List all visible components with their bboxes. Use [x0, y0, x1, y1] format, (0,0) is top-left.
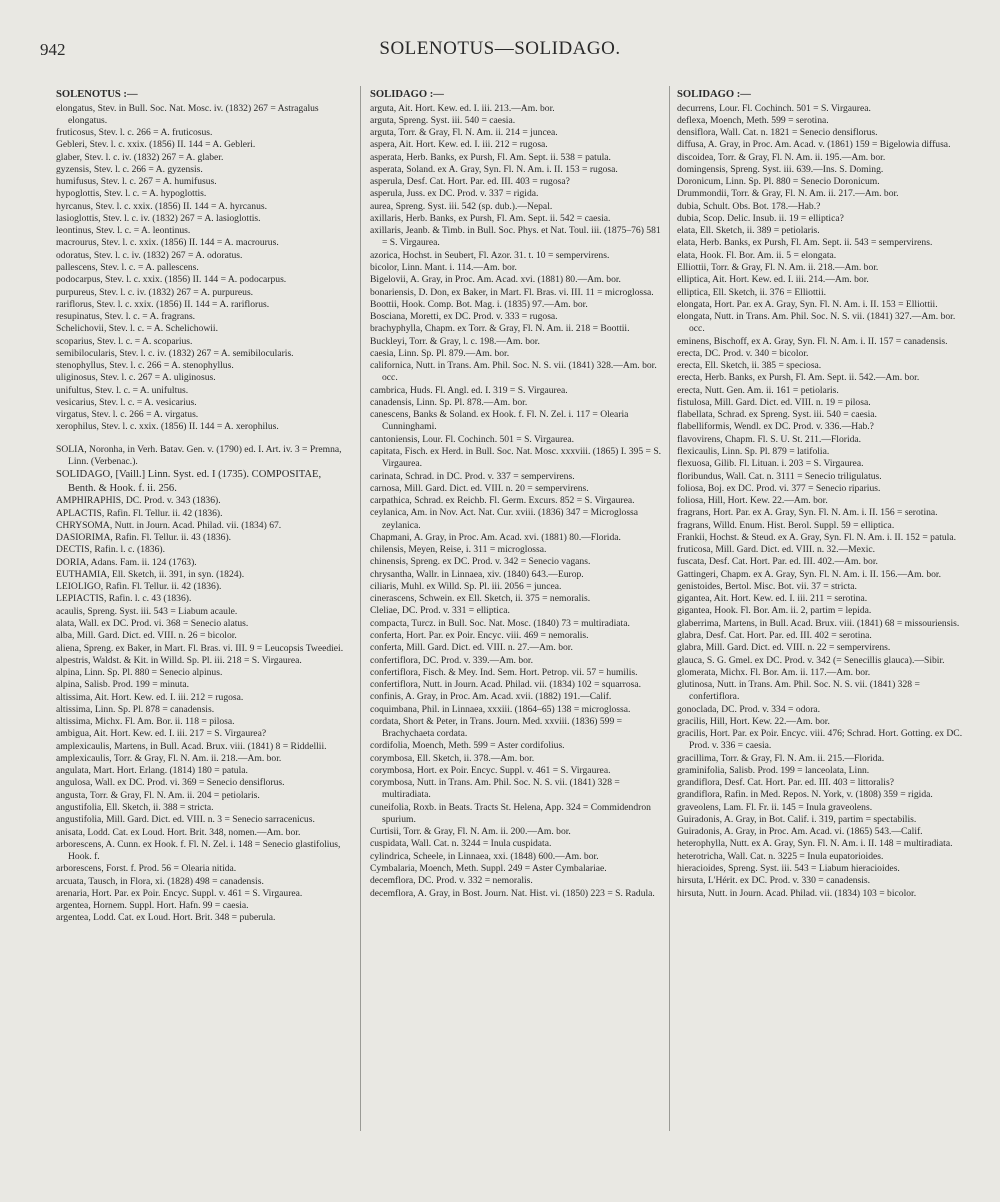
column-heading: SOLIDAGO :—	[677, 89, 751, 100]
dictionary-entry: floribundus, Wall. Cat. n. 3111 = Senecio triligulatus.	[677, 470, 882, 482]
dictionary-entry: hyrcanus, Stev. l. c. xxix. (1856) II. 144 = A. hyrcanus.	[56, 200, 268, 212]
dictionary-entry: elata, Herb. Banks, ex Pursh, Fl. Am. Sept. ii. 543 = sempervirens.	[677, 237, 933, 249]
dictionary-entry: erecta, Herb. Banks, ex Pursh, Fl. Am. Sept. ii. 542.—Am. bor.	[677, 372, 920, 384]
dictionary-entry: flabelliformis, Wendl. ex DC. Prod. v. 336.—Hab.?	[677, 421, 874, 433]
dictionary-entry: altissima, Michx. Fl. Am. Bor. ii. 118 = pilosa.	[56, 716, 235, 728]
dictionary-entry: odoratus, Stev. l. c. iv. (1832) 267 = A. odoratus.	[56, 249, 243, 261]
page-number: 942	[40, 40, 66, 59]
dictionary-entry: altissima, Linn. Sp. Pl. 878 = canadensis.	[56, 703, 215, 715]
dictionary-entry: hirsuta, Nutt. in Journ. Acad. Philad. vii. (1834) 103 = bicolor.	[677, 887, 917, 899]
dictionary-entry: Doronicum, Linn. Sp. Pl. 880 = Senecio Doronicum.	[677, 176, 880, 188]
dictionary-entry: dubia, Schult. Obs. Bot. 178.—Hab.?	[677, 200, 821, 212]
dictionary-entry: Drummondii, Torr. & Gray, Fl. N. Am. ii. 217.—Am. bor.	[677, 188, 899, 200]
dictionary-entry: EUTHAMIA, Ell. Sketch, ii. 391, in syn. (1824).	[56, 568, 245, 580]
dictionary-entry: Elliottii, Torr. & Gray, Fl. N. Am. ii. 218.—Am. bor.	[677, 262, 879, 273]
dictionary-entry: coquimbana, Phil. in Linnaea, xxxiii. (1864–65) 138 = microglossa.	[370, 703, 631, 715]
dictionary-entry: elata, Ell. Sketch, ii. 389 = petiolaris.	[677, 225, 820, 237]
dictionary-entry: alba, Mill. Gard. Dict. ed. VIII. n. 26 = bicolor.	[56, 630, 237, 642]
dictionary-entry: compacta, Turcz. in Bull. Soc. Nat. Mosc. (1840) 73 = multiradiata.	[370, 617, 630, 629]
dictionary-entry: capitata, Fisch. ex Herd. in Bull. Soc. Nat. Mosc. xxxviii. (1865) I. 395 = S. Virgaurea.	[370, 445, 662, 470]
dictionary-entry: arcuata, Tausch, in Flora, xi. (1828) 498 = canadensis.	[56, 875, 264, 887]
dictionary-entry: azorica, Hochst. in Seubert, Fl. Azor. 31. t. 10 = sempervirens.	[370, 249, 610, 261]
dictionary-entry: decemflora, DC. Prod. v. 332 = nemoralis.	[370, 875, 533, 887]
column-1	[56, 88, 348, 925]
dictionary-entry: rariflorus, Stev. l. c. xxix. (1856) II. 144 = A. rariflorus.	[56, 298, 270, 310]
dictionary-entry: caesia, Linn. Sp. Pl. 879.—Am. bor.	[370, 347, 510, 359]
dictionary-entry: decemflora, A. Gray, in Bost. Journ. Nat. Hist. vi. (1850) 223 = S. Radula.	[370, 887, 655, 899]
dictionary-entry: genistoides, Bertol. Misc. Bot. vii. 37 = stricta.	[677, 580, 857, 592]
dictionary-entry: lasioglottis, Stev. l. c. iv. (1832) 267 = A. lasioglottis.	[56, 212, 261, 224]
dictionary-entry: ambigua, Ait. Hort. Kew. ed. I. iii. 217 = S. Virgaurea?	[56, 728, 267, 740]
dictionary-entry: podocarpus, Stev. l. c. xxix. (1856) II. 144 = A. podocarpus.	[56, 274, 287, 286]
dictionary-entry: arborescens, A. Cunn. ex Hook. f. Fl. N. Zel. i. 148 = Senecio glastifolius, Hook. f.	[56, 838, 341, 863]
column-heading: SOLENOTUS :—	[56, 89, 138, 100]
dictionary-entry: corymbosa, Ell. Sketch, ii. 378.—Am. bor.	[370, 752, 535, 764]
dictionary-entry: elliptica, Ell. Sketch, ii. 376 = Elliottii.	[677, 286, 827, 298]
dictionary-entry: alpestris, Waldst. & Kit. in Willd. Sp. Pl. iii. 218 = S. Virgaurea.	[56, 654, 302, 666]
dictionary-entry: cuspidata, Wall. Cat. n. 3244 = Inula cuspidata.	[370, 838, 552, 850]
dictionary-entry: confinis, A. Gray, in Proc. Am. Acad. xvii. (1882) 191.—Calif.	[370, 691, 612, 703]
dictionary-entry: xerophilus, Stev. l. c. xxix. (1856) II. 144 = A. xerophilus.	[56, 421, 279, 433]
dictionary-entry: asperata, Soland. ex A. Gray, Syn. Fl. N. Am. i. II. 153 = rugosa.	[370, 163, 618, 175]
dictionary-entry: anisata, Lodd. Cat. ex Loud. Hort. Brit. 348, nomen.—Am. bor.	[56, 826, 301, 838]
dictionary-entry: ciliaris, Muhl. ex Willd. Sp. Pl. iii. 2056 = juncea.	[370, 580, 562, 592]
dictionary-entry: dubia, Scop. Delic. Insub. ii. 19 = elliptica?	[677, 212, 844, 224]
dictionary-entry: gonoclada, DC. Prod. v. 334 = odora.	[677, 703, 821, 715]
dictionary-entry: cambrica, Huds. Fl. Angl. ed. I. 319 = S. Virgaurea.	[370, 384, 568, 396]
dictionary-entry: cantoniensis, Lour. Fl. Cochinch. 501 = S. Virgaurea.	[370, 433, 575, 445]
dictionary-entry: glauca, S. G. Gmel. ex DC. Prod. v. 342 (= Senecillis glauca).—Sibir.	[677, 654, 945, 666]
dictionary-entry: canadensis, Linn. Sp. Pl. 878.—Am. bor.	[370, 396, 528, 408]
dictionary-entry: glaberrima, Martens, in Bull. Acad. Brux. viii. (1841) 68 = missouriensis.	[677, 617, 960, 629]
dictionary-entry: diffusa, A. Gray, in Proc. Am. Acad. v. (1861) 159 = Bigelowia diffusa.	[677, 139, 951, 151]
dictionary-entry: fistulosa, Mill. Gard. Dict. ed. VIII. n. 19 = pilosa.	[677, 396, 871, 408]
dictionary-entry: deflexa, Moench, Meth. 599 = serotina.	[677, 114, 829, 126]
dictionary-entry: gracillima, Torr. & Gray, Fl. N. Am. ii. 215.—Florida.	[677, 752, 885, 764]
solidago-genus-heading: SOLIDAGO, [Vaill.] Linn. Syst. ed. I (1735). COMPOSITAE, Benth. & Hook. f. ii. 256.	[56, 469, 322, 494]
dictionary-entry: graminifolia, Salisb. Prod. 199 = lanceolata, Linn.	[677, 764, 870, 776]
dictionary-entry: ceylanica, Am. in Nov. Act. Nat. Cur. xviii. (1836) 347 = Microglossa zeylanica.	[370, 507, 639, 531]
dictionary-entry: Guiradonis, A. Gray, in Proc. Am. Acad. vi. (1865) 543.—Calif.	[677, 826, 923, 838]
dictionary-entry: hieracioides, Spreng. Syst. iii. 543 = Liabum hieracioides.	[677, 863, 900, 875]
dictionary-entry: flabellata, Schrad. ex Spreng. Syst. iii. 540 = caesia.	[677, 409, 877, 421]
dictionary-entry: glabra, Mill. Gard. Dict. ed. VIII. n. 22 = sempervirens.	[677, 642, 891, 654]
dictionary-entry: densiflora, Wall. Cat. n. 1821 = Senecio densiflorus.	[677, 127, 878, 139]
dictionary-entry: pallescens, Stev. l. c. = A. pallescens.	[56, 262, 199, 273]
dictionary-entry: angustifolia, Mill. Gard. Dict. ed. VIII. n. 3 = Senecio sarracenicus.	[56, 814, 315, 826]
dictionary-entry: aliena, Spreng. ex Baker, in Mart. Fl. Bras. vi. III. 9 = Leucopsis Tweediei.	[56, 642, 344, 654]
dictionary-entry: gracilis, Hort. Par. ex Poir. Encyc. viii. 476; Schrad. Hort. Gotting. ex DC. Prod. v. 336 = caesia.	[677, 728, 963, 752]
dictionary-entry: Gebleri, Stev. l. c. xxix. (1856) II. 144 = A. Gebleri.	[56, 139, 256, 151]
dictionary-entry: aurea, Spreng. Syst. iii. 542 (sp. dub.).—Nepal.	[370, 200, 553, 212]
dictionary-entry: discoidea, Torr. & Gray, Fl. N. Am. ii. 195.—Am. bor.	[677, 151, 886, 163]
dictionary-entry: foliosa, Hill, Hort. Kew. 22.—Am. bor.	[677, 495, 828, 507]
dictionary-entry: Chapmani, A. Gray, in Proc. Am. Acad. xvi. (1881) 80.—Florida.	[370, 531, 621, 543]
dictionary-entry: DORIA, Adans. Fam. ii. 124 (1763).	[56, 556, 197, 568]
dictionary-entry: gyzensis, Stev. l. c. 266 = A. gyzensis.	[56, 163, 203, 175]
dictionary-entry: chinensis, Spreng. ex DC. Prod. v. 342 = Senecio vagans.	[370, 556, 591, 568]
dictionary-entry: corymbosa, Nutt. in Trans. Am. Phil. Soc. N. S. vii. (1841) 328 = multiradiata.	[370, 777, 620, 801]
dictionary-entry: angustifolia, Ell. Sketch, ii. 388 = stricta.	[56, 801, 214, 813]
solia-entry: SOLIA, Noronha, in Verh. Batav. Gen. v. (1790) ed. I. Art. iv. 3 = Premna, Linn. (Verbenac.).	[56, 443, 342, 467]
column-rule	[360, 86, 361, 1131]
dictionary-entry: heterotricha, Wall. Cat. n. 3225 = Inula eupatorioides.	[677, 850, 884, 862]
dictionary-entry: erecta, Ell. Sketch, ii. 385 = speciosa.	[677, 360, 822, 372]
dictionary-entry: DECTIS, Rafin. l. c. (1836).	[56, 544, 165, 556]
solidago-entries	[370, 103, 665, 900]
dictionary-entry: axillaris, Herb. Banks, ex Pursh, Fl. Am. Sept. ii. 542 = caesia.	[370, 212, 611, 224]
dictionary-entry: Gattingeri, Chapm. ex A. Gray, Syn. Fl. N. Am. i. II. 156.—Am. bor.	[677, 568, 941, 580]
column-rule	[669, 86, 670, 1131]
dictionary-entry: cordata, Short & Peter, in Trans. Journ. Med. xxviii. (1836) 599 = Brachychaeta cordata.	[370, 715, 623, 740]
dictionary-entry: canescens, Banks & Soland. ex Hook. f. Fl. N. Zel. i. 117 = Olearia Cunninghami.	[370, 409, 629, 433]
dictionary-entry: elliptica, Ait. Hort. Kew. ed. I. iii. 214.—Am. bor.	[677, 274, 869, 286]
dictionary-entry: cordifolia, Moench, Meth. 599 = Aster cordifolius.	[370, 740, 565, 752]
dictionary-entry: glutinosa, Nutt. in Trans. Am. Phil. Soc. N. S. vii. (1841) 328 = confertiflora.	[677, 679, 920, 703]
dictionary-entry: AMPHIRAPHIS, DC. Prod. v. 343 (1836).	[56, 495, 221, 507]
dictionary-entry: gigantea, Hook. Fl. Bor. Am. ii. 2, partim = lepida.	[677, 605, 872, 617]
dictionary-entry: Bigelovii, A. Gray, in Proc. Am. Acad. xvi. (1881) 80.—Am. bor.	[370, 274, 621, 286]
dictionary-entry: conferta, Mill. Gard. Dict. ed. VIII. n. 27.—Am. bor.	[370, 642, 573, 654]
dictionary-entry: gracilis, Hill, Hort. Kew. 22.—Am. bor.	[677, 715, 830, 727]
dictionary-entry: hirsuta, L'Hérit. ex DC. Prod. v. 330 = canadensis.	[677, 875, 871, 887]
dictionary-entry: carinata, Schrad. in DC. Prod. v. 337 = sempervirens.	[370, 470, 575, 482]
dictionary-entry: flavovirens, Chapm. Fl. S. U. St. 211.—Florida.	[677, 433, 862, 445]
dictionary-entry: glaber, Stev. l. c. iv. (1832) 267 = A. glaber.	[56, 151, 224, 163]
dictionary-entry: decurrens, Lour. Fl. Cochinch. 501 = S. Virgaurea.	[677, 102, 871, 114]
dictionary-entry: elongata, Nutt. in Trans. Am. Phil. Soc. N. S. vii. (1841) 327.—Am. bor. occ.	[677, 311, 956, 335]
dictionary-entry: Cymbalaria, Moench, Meth. Suppl. 249 = Aster Cymbalariae.	[370, 863, 607, 875]
dictionary-entry: grandiflora, Rafin. in Med. Repos. N. York, v. (1808) 359 = rigida.	[677, 789, 933, 801]
dictionary-entry: purpureus, Stev. l. c. iv. (1832) 267 = A. purpureus.	[56, 286, 254, 298]
dictionary-entry: cinerascens, Schwein. ex Ell. Sketch, ii. 375 = nemoralis.	[370, 593, 591, 605]
column-2	[370, 88, 665, 900]
dictionary-entry: humifusus, Stev. l. c. 267 = A. humifusus.	[56, 176, 217, 188]
dictionary-entry: glomerata, Michx. Fl. Bor. Am. ii. 117.—Am. bor.	[677, 666, 871, 678]
dictionary-entry: macrourus, Stev. l. c. xxix. (1856) II. 144 = A. macrourus.	[56, 237, 279, 249]
dictionary-entry: brachyphylla, Chapm. ex Torr. & Gray, Fl. N. Am. ii. 218 = Boottii.	[370, 323, 630, 335]
dictionary-entry: vesicarius, Stev. l. c. = A. vesicarius.	[56, 396, 197, 408]
dictionary-entry: argentea, Lodd. Cat. ex Loud. Hort. Brit. 348 = puberula.	[56, 912, 276, 924]
dictionary-entry: carpathica, Schrad. ex Reichb. Fl. Germ. Excurs. 852 = S. Virgaurea.	[370, 495, 635, 507]
dictionary-entry: confertiflora, DC. Prod. v. 339.—Am. bor.	[370, 654, 533, 666]
dictionary-entry: corymbosa, Hort. ex Poir. Encyc. Suppl. v. 461 = S. Virgaurea.	[370, 764, 611, 776]
dictionary-entry: arborescens, Forst. f. Prod. 56 = Olearia nitida.	[56, 863, 237, 875]
dictionary-entry: erecta, DC. Prod. v. 340 = bicolor.	[677, 347, 809, 359]
dictionary-entry: Frankii, Hochst. & Steud. ex A. Gray, Syn. Fl. N. Am. i. II. 152 = patula.	[677, 531, 956, 543]
dictionary-entry: alpina, Salisb. Prod. 199 = minuta.	[56, 679, 190, 691]
dictionary-entry: asperula, Desf. Cat. Hort. Par. ed. III. 403 = rugosa?	[370, 176, 570, 188]
dictionary-entry: grandiflora, Desf. Cat. Hort. Par. ed. III. 403 = littoralis?	[677, 777, 894, 789]
dictionary-entry: arenaria, Hort. Par. ex Poir. Encyc. Suppl. v. 461 = S. Virgaurea.	[56, 887, 303, 899]
dictionary-entry: fruticosa, Mill. Gard. Dict. ed. VIII. n. 32.—Mexic.	[677, 544, 876, 556]
dictionary-entry: arguta, Torr. & Gray, Fl. N. Am. ii. 214 = juncea.	[370, 127, 558, 139]
dictionary-entry: altissima, Ait. Hort. Kew. ed. I. iii. 212 = rugosa.	[56, 691, 244, 703]
dictionary-entry: graveolens, Lam. Fl. Fr. ii. 145 = Inula graveolens.	[677, 801, 873, 813]
dictionary-entry: arguta, Spreng. Syst. iii. 540 = caesia.	[370, 114, 516, 126]
solidago-entries	[677, 103, 969, 900]
dictionary-entry: bonariensis, D. Don, ex Baker, in Mart. Fl. Bras. vi. III. 11 = microglossa.	[370, 286, 654, 298]
dictionary-entry: CHRYSOMA, Nutt. in Journ. Acad. Philad. vii. (1834) 67.	[56, 519, 282, 531]
dictionary-entry: amplexicaulis, Martens, in Bull. Acad. Brux. viii. (1841) 8 = Riddellii.	[56, 740, 327, 752]
dictionary-entry: alata, Wall. ex DC. Prod. vi. 368 = Senecio alatus.	[56, 618, 249, 629]
dictionary-entry: scoparius, Stev. l. c. = A. scoparius.	[56, 335, 193, 347]
column-heading: SOLIDAGO :—	[370, 89, 444, 100]
dictionary-entry: unifultus, Stev. l. c. = A. unifultus.	[56, 384, 189, 396]
dictionary-entry: DASIORIMA, Rafin. Fl. Tellur. ii. 43 (1836).	[56, 532, 232, 544]
dictionary-entry: virgatus, Stev. l. c. 266 = A. virgatus.	[56, 409, 199, 421]
dictionary-entry: uliginosus, Stev. l. c. 267 = A. uliginosus.	[56, 372, 216, 384]
dictionary-entry: amplexicaulis, Torr. & Gray, Fl. N. Am. ii. 218.—Am. bor.	[56, 752, 282, 764]
dictionary-entry: eminens, Bischoff, ex A. Gray, Syn. Fl. N. Am. i. II. 157 = canadensis.	[677, 335, 948, 347]
dictionary-entry: semibilocularis, Stev. l. c. iv. (1832) 267 = A. semibilocularis.	[56, 347, 294, 359]
dictionary-entry: axillaris, Jeanb. & Timb. in Bull. Soc. Phys. et Nat. Toul. iii. (1875–76) 581 = S. Virgaurea.	[370, 225, 661, 249]
dictionary-entry: Buckleyi, Torr. & Gray, l. c. 198.—Am. bor.	[370, 335, 540, 347]
dictionary-entry: hypoglottis, Stev. l. c. = A. hypoglottis.	[56, 188, 207, 200]
dictionary-entry: arguta, Ait. Hort. Kew. ed. I. iii. 213.—Am. bor.	[370, 102, 555, 114]
dictionary-entry: Boottii, Hook. Comp. Bot. Mag. i. (1835) 97.—Am. bor.	[370, 298, 588, 310]
dictionary-entry: conferta, Hort. Par. ex Poir. Encyc. viii. 469 = nemoralis.	[370, 629, 589, 641]
running-head: SOLENOTUS—SOLIDAGO.	[379, 38, 621, 59]
dictionary-entry: fragrans, Hort. Par. ex A. Gray, Syn. Fl. N. Am. i. II. 156 = serotina.	[677, 507, 938, 519]
dictionary-entry: heterophylla, Nutt. ex A. Gray, Syn. Fl. N. Am. i. II. 148 = multiradiata.	[677, 838, 953, 850]
dictionary-entry: asperula, Juss. ex DC. Prod. v. 337 = rigida.	[370, 188, 539, 200]
dictionary-entry: asperata, Herb. Banks, ex Pursh, Fl. Am. Sept. ii. 538 = patula.	[370, 151, 611, 163]
dictionary-entry: angulata, Mart. Hort. Erlang. (1814) 180 = patula.	[56, 765, 248, 777]
dictionary-entry: resupinatus, Stev. l. c. = A. fragrans.	[56, 311, 196, 323]
dictionary-entry: Guiradonis, A. Gray, in Bot. Calif. i. 319, partim = spectabilis.	[677, 813, 917, 825]
dictionary-entry: alpina, Linn. Sp. Pl. 880 = Senecio alpinus.	[56, 667, 223, 679]
dictionary-entry: flexicaulis, Linn. Sp. Pl. 879 = latifolia.	[677, 445, 830, 457]
dictionary-entry: aspera, Ait. Hort. Kew. ed. I. iii. 212 = rugosa.	[370, 139, 548, 151]
dictionary-entry: angusta, Torr. & Gray, Fl. N. Am. ii. 204 = petiolaris.	[56, 789, 260, 801]
dictionary-entry: APLACTIS, Rafin. Fl. Tellur. ii. 42 (1836).	[56, 507, 223, 519]
dictionary-entry: Bosciana, Moretti, ex DC. Prod. v. 333 = rugosa.	[370, 311, 558, 323]
dictionary-entry: acaulis, Spreng. Syst. iii. 543 = Liabum acaule.	[56, 605, 238, 617]
dictionary-entry: Curtisii, Torr. & Gray, Fl. N. Am. ii. 200.—Am. bor.	[370, 826, 571, 838]
dictionary-entry: domingensis, Spreng. Syst. iii. 639.—Ins. S. Doming.	[677, 163, 884, 175]
dictionary-entry: foliosa, Boj. ex DC. Prod. vi. 377 = Senecio riparius.	[677, 482, 881, 494]
dictionary-entry: fragrans, Willd. Enum. Hist. Berol. Suppl. 59 = elliptica.	[677, 519, 895, 531]
dictionary-entry: LEPIACTIS, Rafin. l. c. 43 (1836).	[56, 593, 192, 605]
dictionary-entry: carnosa, Mill. Gard. Dict. ed. VIII. n. 20 = sempervirens.	[370, 482, 589, 494]
dictionary-entry: chilensis, Meyen, Reise, i. 311 = microglossa.	[370, 544, 547, 556]
dictionary-entry: angulosa, Wall. ex DC. Prod. vi. 369 = Senecio densiflorus.	[56, 777, 285, 789]
dictionary-entry: fruticosus, Stev. l. c. 266 = A. fruticosus.	[56, 127, 213, 139]
dictionary-entry: Schelichovii, Stev. l. c. = A. Schelichowii.	[56, 323, 218, 335]
dictionary-entry: erecta, Nutt. Gen. Am. ii. 161 = petiolaris.	[677, 384, 839, 396]
dictionary-entry: gigantea, Ait. Hort. Kew. ed. I. iii. 211 = serotina.	[677, 593, 868, 605]
dictionary-entry: LEIOLIGO, Rafin. Fl. Tellur. ii. 42 (1836).	[56, 581, 222, 593]
dictionary-entry: confertiflora, Nutt. in Journ. Acad. Philad. vii. (1834) 102 = squarrosa.	[370, 679, 642, 691]
dictionary-entry: elongatus, Stev. in Bull. Soc. Nat. Mosc. iv. (1832) 267 = Astragalus elongatus.	[56, 102, 319, 126]
dictionary-entry: cylindrica, Scheele, in Linnaea, xxi. (1848) 600.—Am. bor.	[370, 850, 599, 862]
dictionary-entry: chrysantha, Wallr. in Linnaea, xiv. (1840) 643.—Europ.	[370, 568, 584, 580]
dictionary-entry: californica, Nutt. in Trans. Am. Phil. Soc. N. S. vii. (1841) 328.—Am. bor. occ.	[370, 360, 657, 384]
column-3	[677, 88, 969, 900]
dictionary-entry: leontinus, Stev. l. c. = A. leontinus.	[56, 225, 191, 237]
dictionary-entry: glabra, Desf. Cat. Hort. Par. ed. III. 402 = serotina.	[677, 629, 872, 641]
dictionary-entry: confertiflora, Fisch. & Mey. Ind. Sem. Hort. Petrop. vii. 57 = humilis.	[370, 666, 638, 678]
solenotus-entries	[56, 103, 348, 434]
dictionary-entry: cuneifolia, Roxb. in Beats. Tracts St. Helena, App. 324 = Commidendron spurium.	[370, 801, 651, 825]
dictionary-entry: Cleliae, DC. Prod. v. 331 = elliptica.	[370, 605, 510, 617]
dictionary-entry: fuscata, Desf. Cat. Hort. Par. ed. III. 402.—Am. bor.	[677, 556, 878, 568]
dictionary-entry: elata, Hook. Fl. Bor. Am. ii. 5 = elongata.	[677, 249, 837, 261]
dictionary-entry: argentea, Hornem. Suppl. Hort. Hafn. 99 = caesia.	[56, 900, 249, 912]
dictionary-entry: elongata, Hort. Par. ex A. Gray, Syn. Fl. N. Am. i. II. 153 = Elliottii.	[677, 298, 938, 310]
dictionary-entry: stenophyllus, Stev. l. c. 266 = A. stenophyllus.	[56, 360, 234, 372]
solidago-entries	[56, 495, 348, 924]
dictionary-entry: flexuosa, Gilib. Fl. Lituan. i. 203 = S. Virgaurea.	[677, 458, 864, 470]
dictionary-entry: bicolor, Linn. Mant. i. 114.—Am. bor.	[370, 262, 517, 273]
